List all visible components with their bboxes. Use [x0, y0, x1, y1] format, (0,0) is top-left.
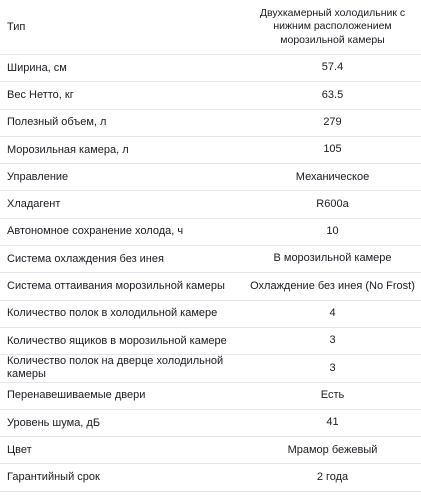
spec-row-defrost — [0, 273, 421, 300]
spec-value: 279 — [323, 115, 342, 128]
spec-row-nofrost — [0, 246, 421, 273]
spec-row-control — [0, 164, 421, 191]
spec-row-refrigerant — [0, 191, 421, 218]
spec-row-weight — [0, 82, 421, 109]
spec-value: Механическое — [295, 170, 370, 183]
spec-value: 2 года — [316, 470, 349, 483]
spec-row-color — [0, 437, 421, 464]
spec-row-noise — [0, 410, 421, 437]
spec-value: 57.4 — [321, 61, 344, 74]
spec-row-width — [0, 55, 421, 82]
spec-row-warranty — [0, 464, 421, 491]
spec-label: Уровень шума, дБ — [7, 416, 101, 429]
spec-value: Двухкамерный холодильник с нижним расположением морозильной камеры — [259, 6, 406, 46]
spec-value: 3 — [329, 361, 336, 374]
spec-row-drawers — [0, 328, 421, 355]
spec-value: Мрамор бежевый — [287, 443, 378, 456]
spec-value: R600a — [316, 197, 349, 210]
spec-label: Морозильная камера, л — [7, 143, 129, 156]
spec-value: 41 — [326, 416, 339, 429]
spec-label: Количество полок в холодильной камере — [7, 307, 218, 320]
spec-row-volume — [0, 110, 421, 137]
spec-row-door-shelves — [0, 355, 421, 382]
spec-label: Количество полок на дверце холодильной камеры — [7, 355, 224, 381]
spec-value: 3 — [329, 334, 336, 347]
spec-value: Охлаждение без инея (No Frost) — [250, 279, 415, 292]
spec-label: Перенавешиваемые двери — [7, 389, 146, 402]
spec-label: Автономное сохранение холода, ч — [7, 225, 184, 238]
spec-label: Система оттаивания морозильной камеры — [7, 280, 225, 293]
spec-value: 4 — [329, 307, 336, 320]
spec-row-type — [0, 0, 421, 55]
spec-value: В морозильной камере — [273, 252, 392, 265]
spec-row-autonomy — [0, 219, 421, 246]
spec-row-shelves — [0, 301, 421, 328]
spec-label: Хладагент — [7, 198, 61, 211]
spec-value: 63.5 — [321, 88, 344, 101]
spec-row-freezer-volume — [0, 137, 421, 164]
spec-label: Управление — [7, 170, 69, 183]
spec-row-reversible-doors — [0, 383, 421, 410]
spec-value: 10 — [326, 225, 339, 238]
spec-label: Полезный объем, л — [7, 116, 107, 129]
spec-label: Гарантийный срок — [7, 471, 100, 484]
spec-label: Ширина, см — [7, 61, 67, 74]
spec-label: Цвет — [7, 443, 32, 456]
spec-label: Система охлаждения без инея — [7, 252, 164, 265]
spec-label: Количество ящиков в морозильной камере — [7, 334, 227, 347]
spec-value: 105 — [323, 143, 342, 156]
spec-label: Тип — [7, 20, 26, 33]
spec-value: Есть — [320, 388, 345, 401]
spec-label: Вес Нетто, кг — [7, 88, 74, 101]
